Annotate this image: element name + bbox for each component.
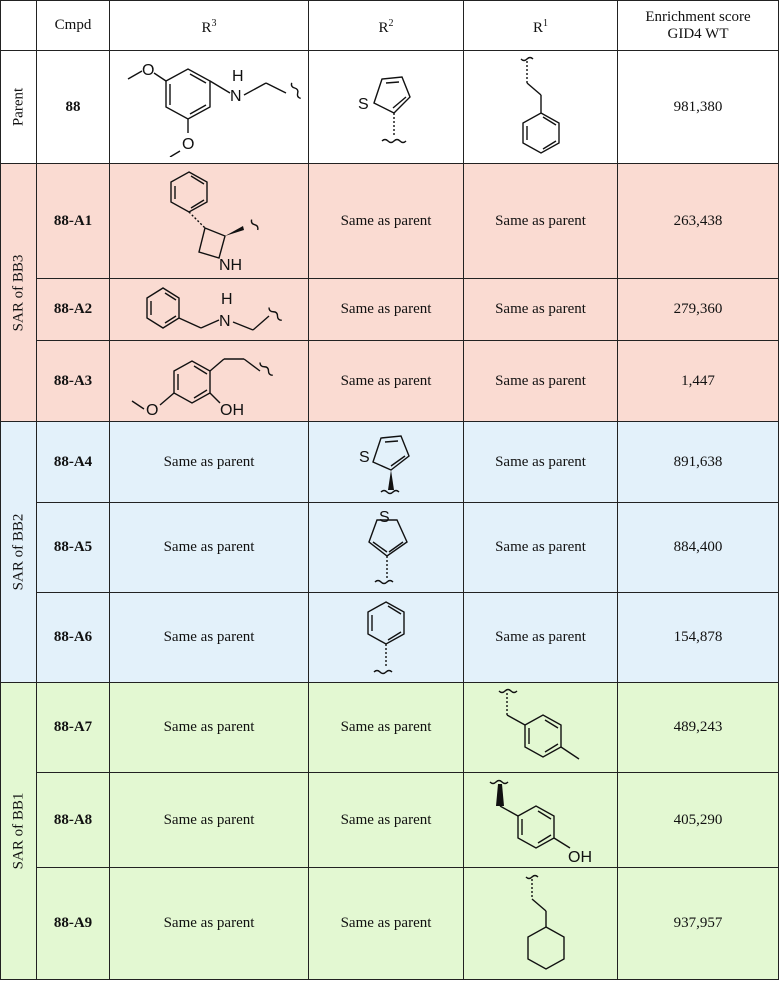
svg-text:NH: NH: [219, 257, 243, 274]
header-r2: $R^2$: [309, 1, 464, 51]
score-cell: 937,957: [618, 868, 779, 980]
structure-r2: [309, 422, 464, 503]
table-row: [1, 279, 779, 341]
table-row: [1, 503, 779, 593]
cmpd-cell: 88-A4: [37, 422, 110, 503]
structure-r1: [464, 773, 618, 868]
structure-r3: [110, 279, 309, 341]
benzylaminoethyl-structure: [129, 282, 289, 338]
r3-cell: Same as parent: [110, 593, 309, 683]
table-row: [1, 593, 779, 683]
structure-r3: [110, 164, 309, 279]
group-bb3-label-cell: [1, 164, 37, 422]
svg-text:O: O: [182, 136, 195, 153]
svg-text:H: H: [221, 290, 233, 308]
group-label: SAR of BB2: [10, 513, 26, 591]
r1-cell: Same as parent: [464, 422, 618, 503]
svg-text:O: O: [142, 62, 155, 79]
hydroxymethoxyphenylpropyl-structure: [124, 343, 294, 419]
r2-cell: Same as parent: [309, 683, 464, 773]
score-cell: 891,638: [618, 422, 779, 503]
svg-text:N: N: [230, 88, 242, 105]
cmpd-cell: 88-A3: [37, 341, 110, 422]
r2-cell: Same as parent: [309, 868, 464, 980]
group-label: Parent: [10, 87, 26, 127]
thiophen-3-yl-structure: [351, 506, 421, 590]
cmpd-cell: 88: [37, 51, 110, 164]
cmpd-cell: 88-A7: [37, 683, 110, 773]
cmpd-cell: 88-A9: [37, 868, 110, 980]
svg-text:S: S: [379, 508, 390, 526]
r3-cell: Same as parent: [110, 683, 309, 773]
cmpd-cell: 88-A2: [37, 279, 110, 341]
score-cell: 154,878: [618, 593, 779, 683]
score-cell: 1,447: [618, 341, 779, 422]
cyclohexylethyl-structure: [496, 871, 586, 977]
group-parent-label-cell: [1, 51, 37, 164]
table-row: [1, 164, 779, 279]
structure-r2: [309, 593, 464, 683]
hydroxybenzyl-structure: [476, 774, 606, 866]
score-cell: 981,380: [618, 51, 779, 164]
svg-text:S: S: [359, 449, 370, 466]
thiophene-wedge-structure: [351, 424, 421, 500]
r1-cell: Same as parent: [464, 164, 618, 279]
structure-r1-parent: [464, 51, 618, 164]
phenethyl-structure: [501, 53, 581, 161]
group-bb2-label-cell: [1, 422, 37, 683]
svg-text:H: H: [232, 68, 244, 85]
r1-cell: Same as parent: [464, 341, 618, 422]
r1-cell: Same as parent: [464, 503, 618, 593]
cmpd-cell: 88-A6: [37, 593, 110, 683]
r3-cell: Same as parent: [110, 422, 309, 503]
score-cell: 884,400: [618, 503, 779, 593]
dimethoxybenzylamine-structure: [114, 57, 304, 157]
group-bb1-label-cell: [1, 683, 37, 980]
score-cell: 489,243: [618, 683, 779, 773]
cmpd-cell: 88-A1: [37, 164, 110, 279]
group-label: SAR of BB3: [10, 254, 26, 331]
cmpd-cell: 88-A5: [37, 503, 110, 593]
svg-text:S: S: [358, 96, 369, 113]
score-cell: 279,360: [618, 279, 779, 341]
r2-cell: Same as parent: [309, 164, 464, 279]
r3-cell: Same as parent: [110, 503, 309, 593]
cmpd-cell: 88-A8: [37, 773, 110, 868]
thiophene-structure: [346, 57, 426, 157]
structure-r1: [464, 868, 618, 980]
table-row: [1, 683, 779, 773]
table-row: [1, 341, 779, 422]
table-row: [1, 868, 779, 980]
score-cell: 405,290: [618, 773, 779, 868]
structure-r1: [464, 683, 618, 773]
structure-r3: [110, 341, 309, 422]
table-row: [1, 773, 779, 868]
structure-r2-parent: [309, 51, 464, 164]
group-label: SAR of BB1: [10, 792, 26, 870]
r3-cell: Same as parent: [110, 868, 309, 980]
structure-r2: [309, 503, 464, 593]
r3-cell: Same as parent: [110, 773, 309, 868]
methylbenzyl-structure: [481, 685, 601, 771]
score-cell: 263,438: [618, 164, 779, 279]
structure-r3-parent: [110, 51, 309, 164]
r2-cell: Same as parent: [309, 773, 464, 868]
phenyl-structure: [351, 596, 421, 680]
header-r3: $R^3$: [110, 1, 309, 51]
header-cmpd: Cmpd: [37, 1, 110, 51]
header-score: Enrichment score GID4 WT: [618, 1, 779, 51]
phenylazetidine-structure: [149, 166, 269, 276]
table-row: [1, 422, 779, 503]
svg-text:OH: OH: [220, 402, 244, 419]
r2-cell: Same as parent: [309, 341, 464, 422]
svg-text:OH: OH: [567, 849, 592, 866]
r2-cell: Same as parent: [309, 279, 464, 341]
r1-cell: Same as parent: [464, 279, 618, 341]
r1-cell: Same as parent: [464, 593, 618, 683]
svg-text:O: O: [146, 402, 159, 419]
svg-text:N: N: [219, 312, 231, 330]
table-row: [1, 51, 779, 164]
header-r1: $R^1$: [464, 1, 618, 51]
header-group-cell: [1, 1, 37, 51]
header-row: [1, 1, 779, 51]
